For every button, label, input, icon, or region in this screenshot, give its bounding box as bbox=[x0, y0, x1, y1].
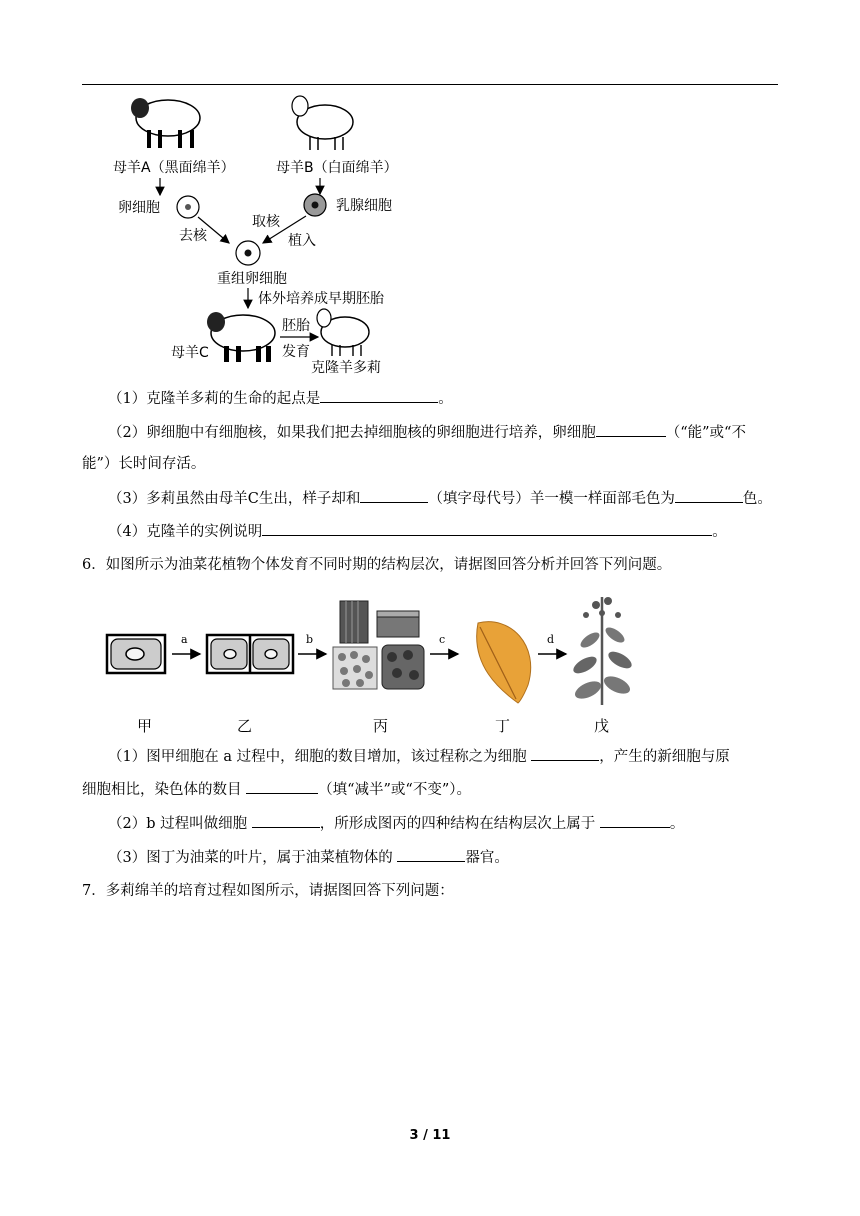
q5-s2-cont: 能”）长时间存活。 bbox=[82, 456, 206, 472]
arrow-b-label: b bbox=[306, 633, 314, 646]
q6-s1-cont-text: 细胞相比，染色体的数目 bbox=[82, 782, 242, 798]
label-ewe-a: 母羊A（黑面绵羊） bbox=[113, 160, 235, 176]
arrow-a-label: a bbox=[181, 633, 188, 646]
q5-s2-end: （“能”或“不 bbox=[665, 425, 746, 441]
q5-s1-text: （1）克隆羊多莉的生命的起点是 bbox=[108, 391, 321, 407]
caption-ding: 丁 bbox=[495, 717, 511, 735]
q5-s4-blank[interactable] bbox=[262, 521, 712, 536]
label-implant: 植入 bbox=[288, 233, 316, 249]
sheep-a-icon bbox=[131, 98, 200, 148]
q5-s4 bbox=[108, 521, 727, 542]
caption-jia: 甲 bbox=[137, 717, 153, 735]
label-ewe-c: 母羊C bbox=[171, 345, 209, 361]
plant-wu-icon bbox=[571, 597, 635, 705]
q5-s2 bbox=[108, 422, 746, 443]
q5-s4-end: 。 bbox=[712, 524, 727, 540]
q5-s3-mid: （填字母代号）羊一模一样面部毛色为 bbox=[428, 491, 675, 507]
q6-s1-blank-1[interactable] bbox=[531, 746, 599, 761]
q7-stem: 7．多莉绵羊的培育过程如图所示，请据图回答下列问题： bbox=[82, 883, 454, 899]
q6-s2-mid: ，所形成图丙的四种结构在结构层次上属于 bbox=[319, 816, 596, 832]
q6-s2-text: （2）b 过程叫做细胞 bbox=[108, 816, 248, 832]
q6-s2-end: 。 bbox=[669, 816, 685, 832]
dolly-icon bbox=[317, 309, 369, 356]
page-number: 3 / 11 bbox=[409, 1128, 451, 1143]
label-enucleate: 去核 bbox=[179, 228, 207, 244]
cell-yi-icon bbox=[207, 635, 293, 673]
q6-s1-cont bbox=[82, 779, 471, 800]
label-take-nucleus: 取核 bbox=[252, 214, 280, 230]
q5-s2-text: （2）卵细胞中有细胞核，如果我们把去掉细胞核的卵细胞进行培养，卵细胞 bbox=[108, 425, 596, 441]
q6-s1-blank-2[interactable] bbox=[246, 779, 318, 794]
q5-s1-blank[interactable] bbox=[320, 388, 438, 403]
q5-s3-blank-1[interactable] bbox=[360, 488, 428, 503]
q5-s3-text: （3）多莉虽然由母羊C生出，样子却和 bbox=[108, 491, 361, 507]
cell-jia-icon bbox=[107, 635, 165, 673]
q6-s1-text: （1）图甲细胞在 a 过程中，细胞的数目增加，该过程称之为细胞 bbox=[108, 749, 527, 765]
q6-s2-blank-2[interactable] bbox=[600, 813, 670, 828]
caption-yi: 乙 bbox=[237, 717, 253, 735]
q6-s3-blank[interactable] bbox=[397, 847, 465, 862]
label-develop: 发育 bbox=[282, 344, 310, 360]
q6-s3 bbox=[108, 847, 509, 868]
label-egg-cell: 卵细胞 bbox=[118, 200, 160, 216]
q6-s3-end: 器官。 bbox=[465, 850, 509, 866]
caption-wu: 戊 bbox=[594, 717, 610, 735]
label-dolly: 克隆羊多莉 bbox=[311, 360, 381, 376]
q5-s4-text: （4）克隆羊的实例说明 bbox=[108, 524, 263, 540]
tissues-bing-icon bbox=[333, 601, 424, 689]
label-culture: 体外培养成早期胚胎 bbox=[258, 291, 384, 307]
ewe-c-icon bbox=[207, 312, 275, 362]
leaf-ding-icon bbox=[477, 622, 531, 703]
q6-s1-end: ，产生的新细胞与原 bbox=[599, 749, 730, 765]
q6-s2-blank-1[interactable] bbox=[252, 813, 320, 828]
caption-bing: 丙 bbox=[373, 717, 389, 735]
q5-s3-end: 色。 bbox=[742, 491, 772, 507]
arrow-c-label: c bbox=[439, 633, 446, 646]
q6-stem: 6．如图所示为油菜花植物个体发育不同时期的结构层次，请据图回答分析并回答下列问题。 bbox=[82, 557, 672, 573]
label-mammary-cell: 乳腺细胞 bbox=[336, 198, 392, 214]
q5-s2-blank[interactable] bbox=[596, 422, 666, 437]
plant-levels-diagram bbox=[0, 585, 860, 765]
q6-s2 bbox=[108, 813, 684, 834]
arrow-d-label: d bbox=[547, 633, 555, 646]
q6-s1-cont-end: （填“减半”或“不变”）。 bbox=[318, 782, 472, 798]
sheep-b-icon bbox=[292, 96, 353, 150]
q5-s1-end: 。 bbox=[438, 391, 453, 407]
q5-s3-blank-2[interactable] bbox=[675, 488, 743, 503]
q5-s3 bbox=[108, 488, 772, 509]
q5-s1 bbox=[108, 388, 453, 409]
cloning-diagram bbox=[0, 0, 860, 380]
label-recombined-egg: 重组卵细胞 bbox=[217, 271, 287, 287]
label-embryo: 胚胎 bbox=[282, 318, 310, 334]
q6-s3-text: （3）图丁为油菜的叶片，属于油菜植物体的 bbox=[108, 850, 393, 866]
label-ewe-b: 母羊B（白面绵羊） bbox=[276, 160, 398, 176]
q6-s1 bbox=[108, 746, 730, 767]
